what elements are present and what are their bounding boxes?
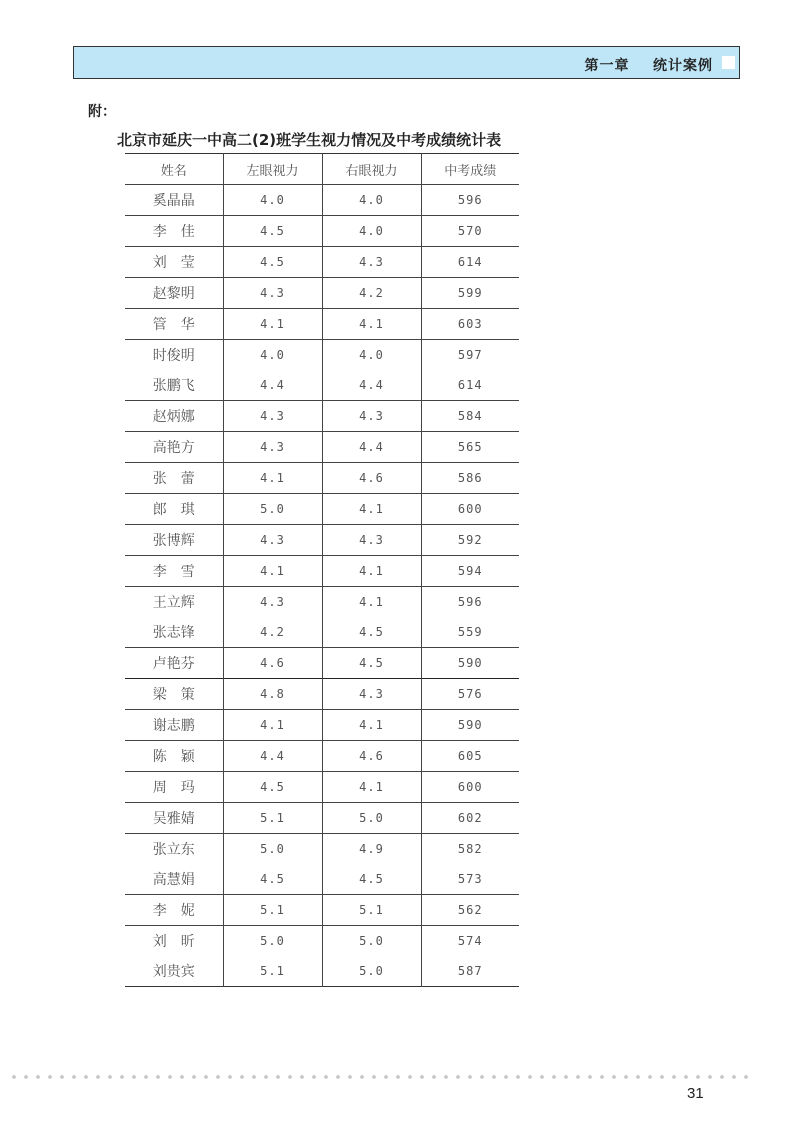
table-row [125, 648, 519, 679]
table-title: 北京市延庆一中高二(2)班学生视力情况及中考成绩统计表 [117, 131, 502, 149]
right-eye-cell: 4.1 [322, 494, 421, 525]
left-eye-cell: 4.6 [223, 648, 322, 679]
appendix-label: 附： [88, 104, 116, 120]
student-name-cell: 管 华 [125, 309, 223, 340]
table-row [125, 864, 519, 895]
left-eye-cell: 4.5 [223, 247, 322, 278]
student-name-cell: 周 玛 [125, 772, 223, 803]
student-name-cell: 奚晶晶 [125, 185, 223, 216]
page-number: 31 [687, 1085, 704, 1102]
exam-score-cell: 559 [421, 617, 519, 648]
table-row [125, 556, 519, 587]
student-name-cell: 谢志鹏 [125, 710, 223, 741]
exam-score-cell: 590 [421, 648, 519, 679]
table-row [125, 710, 519, 741]
table-row [125, 432, 519, 463]
right-eye-cell: 4.0 [322, 340, 421, 371]
left-eye-cell: 4.3 [223, 587, 322, 618]
exam-score-cell: 570 [421, 216, 519, 247]
student-name-cell: 高慧娟 [125, 864, 223, 895]
chapter-title: 第一章 统计案例 [584, 58, 713, 74]
exam-score-cell: 602 [421, 803, 519, 834]
column-header: 右眼视力 [322, 154, 421, 185]
exam-score-cell: 605 [421, 741, 519, 772]
left-eye-cell: 5.0 [223, 926, 322, 957]
left-eye-cell: 4.3 [223, 525, 322, 556]
table-row [125, 216, 519, 247]
right-eye-cell: 4.9 [322, 834, 421, 865]
table-row [125, 309, 519, 340]
column-header: 中考成绩 [421, 154, 519, 185]
header-square-icon [722, 56, 735, 69]
table-row [125, 617, 519, 648]
table-row [125, 370, 519, 401]
student-name-cell: 张 蕾 [125, 463, 223, 494]
right-eye-cell: 5.0 [322, 926, 421, 957]
left-eye-cell: 4.3 [223, 432, 322, 463]
left-eye-cell: 4.1 [223, 710, 322, 741]
table-row [125, 772, 519, 803]
right-eye-cell: 4.5 [322, 617, 421, 648]
table-row [125, 401, 519, 432]
student-name-cell: 吴雅婧 [125, 803, 223, 834]
table-row [125, 926, 519, 957]
right-eye-cell: 4.1 [322, 772, 421, 803]
table-row [125, 679, 519, 710]
right-eye-cell: 4.1 [322, 309, 421, 340]
exam-score-cell: 614 [421, 247, 519, 278]
exam-score-cell: 596 [421, 587, 519, 618]
right-eye-cell: 4.3 [322, 401, 421, 432]
right-eye-cell: 4.6 [322, 463, 421, 494]
table-row [125, 741, 519, 772]
exam-score-cell: 614 [421, 370, 519, 401]
student-name-cell: 张志锋 [125, 617, 223, 648]
right-eye-cell: 4.3 [322, 525, 421, 556]
left-eye-cell: 4.3 [223, 401, 322, 432]
right-eye-cell: 4.6 [322, 741, 421, 772]
exam-score-cell: 586 [421, 463, 519, 494]
table-row [125, 340, 519, 371]
left-eye-cell: 5.1 [223, 956, 322, 987]
column-header: 左眼视力 [223, 154, 322, 185]
left-eye-cell: 5.1 [223, 803, 322, 834]
student-name-cell: 刘 昕 [125, 926, 223, 957]
statistics-table [125, 153, 519, 987]
table-row [125, 463, 519, 494]
student-name-cell: 高艳方 [125, 432, 223, 463]
right-eye-cell: 4.0 [322, 216, 421, 247]
exam-score-cell: 587 [421, 956, 519, 987]
exam-score-cell: 574 [421, 926, 519, 957]
left-eye-cell: 4.4 [223, 370, 322, 401]
exam-score-cell: 603 [421, 309, 519, 340]
exam-score-cell: 562 [421, 895, 519, 926]
student-name-cell: 李 佳 [125, 216, 223, 247]
left-eye-cell: 4.4 [223, 741, 322, 772]
exam-score-cell: 590 [421, 710, 519, 741]
student-name-cell: 梁 策 [125, 679, 223, 710]
student-name-cell: 王立辉 [125, 587, 223, 618]
student-name-cell: 陈 颖 [125, 741, 223, 772]
table-header-row [125, 154, 519, 185]
left-eye-cell: 4.8 [223, 679, 322, 710]
table-row [125, 525, 519, 556]
right-eye-cell: 4.2 [322, 278, 421, 309]
left-eye-cell: 4.1 [223, 556, 322, 587]
exam-score-cell: 582 [421, 834, 519, 865]
exam-score-cell: 594 [421, 556, 519, 587]
right-eye-cell: 4.4 [322, 432, 421, 463]
student-name-cell: 郎 琪 [125, 494, 223, 525]
left-eye-cell: 4.5 [223, 216, 322, 247]
exam-score-cell: 573 [421, 864, 519, 895]
exam-score-cell: 600 [421, 494, 519, 525]
exam-score-cell: 596 [421, 185, 519, 216]
student-name-cell: 赵炳娜 [125, 401, 223, 432]
right-eye-cell: 4.0 [322, 185, 421, 216]
left-eye-cell: 4.5 [223, 772, 322, 803]
table-row [125, 587, 519, 618]
left-eye-cell: 5.1 [223, 895, 322, 926]
column-header: 姓名 [125, 154, 223, 185]
left-eye-cell: 4.0 [223, 340, 322, 371]
right-eye-cell: 5.0 [322, 956, 421, 987]
right-eye-cell: 4.1 [322, 556, 421, 587]
student-name-cell: 刘 莹 [125, 247, 223, 278]
right-eye-cell: 4.1 [322, 587, 421, 618]
exam-score-cell: 584 [421, 401, 519, 432]
exam-score-cell: 600 [421, 772, 519, 803]
left-eye-cell: 4.1 [223, 463, 322, 494]
left-eye-cell: 4.0 [223, 185, 322, 216]
left-eye-cell: 4.3 [223, 278, 322, 309]
left-eye-cell: 5.0 [223, 834, 322, 865]
student-name-cell: 李 雪 [125, 556, 223, 587]
left-eye-cell: 4.2 [223, 617, 322, 648]
student-name-cell: 张博辉 [125, 525, 223, 556]
table-row [125, 895, 519, 926]
right-eye-cell: 4.5 [322, 648, 421, 679]
table-row [125, 956, 519, 987]
student-name-cell: 李 妮 [125, 895, 223, 926]
table-row [125, 494, 519, 525]
chapter-header-bar [73, 46, 740, 79]
right-eye-cell: 4.3 [322, 247, 421, 278]
student-name-cell: 刘贵宾 [125, 956, 223, 987]
exam-score-cell: 576 [421, 679, 519, 710]
table-body [125, 185, 519, 987]
table-row [125, 834, 519, 865]
right-eye-cell: 5.1 [322, 895, 421, 926]
exam-score-cell: 599 [421, 278, 519, 309]
left-eye-cell: 4.1 [223, 309, 322, 340]
right-eye-cell: 4.3 [322, 679, 421, 710]
student-name-cell: 时俊明 [125, 340, 223, 371]
dotted-divider [8, 1074, 748, 1080]
right-eye-cell: 4.4 [322, 370, 421, 401]
left-eye-cell: 4.5 [223, 864, 322, 895]
student-name-cell: 张鹏飞 [125, 370, 223, 401]
table-row [125, 247, 519, 278]
exam-score-cell: 565 [421, 432, 519, 463]
table-row [125, 185, 519, 216]
right-eye-cell: 4.1 [322, 710, 421, 741]
right-eye-cell: 4.5 [322, 864, 421, 895]
student-name-cell: 赵黎明 [125, 278, 223, 309]
student-name-cell: 张立东 [125, 834, 223, 865]
table-row [125, 278, 519, 309]
student-name-cell: 卢艳芬 [125, 648, 223, 679]
left-eye-cell: 5.0 [223, 494, 322, 525]
exam-score-cell: 597 [421, 340, 519, 371]
table-row [125, 803, 519, 834]
exam-score-cell: 592 [421, 525, 519, 556]
right-eye-cell: 5.0 [322, 803, 421, 834]
